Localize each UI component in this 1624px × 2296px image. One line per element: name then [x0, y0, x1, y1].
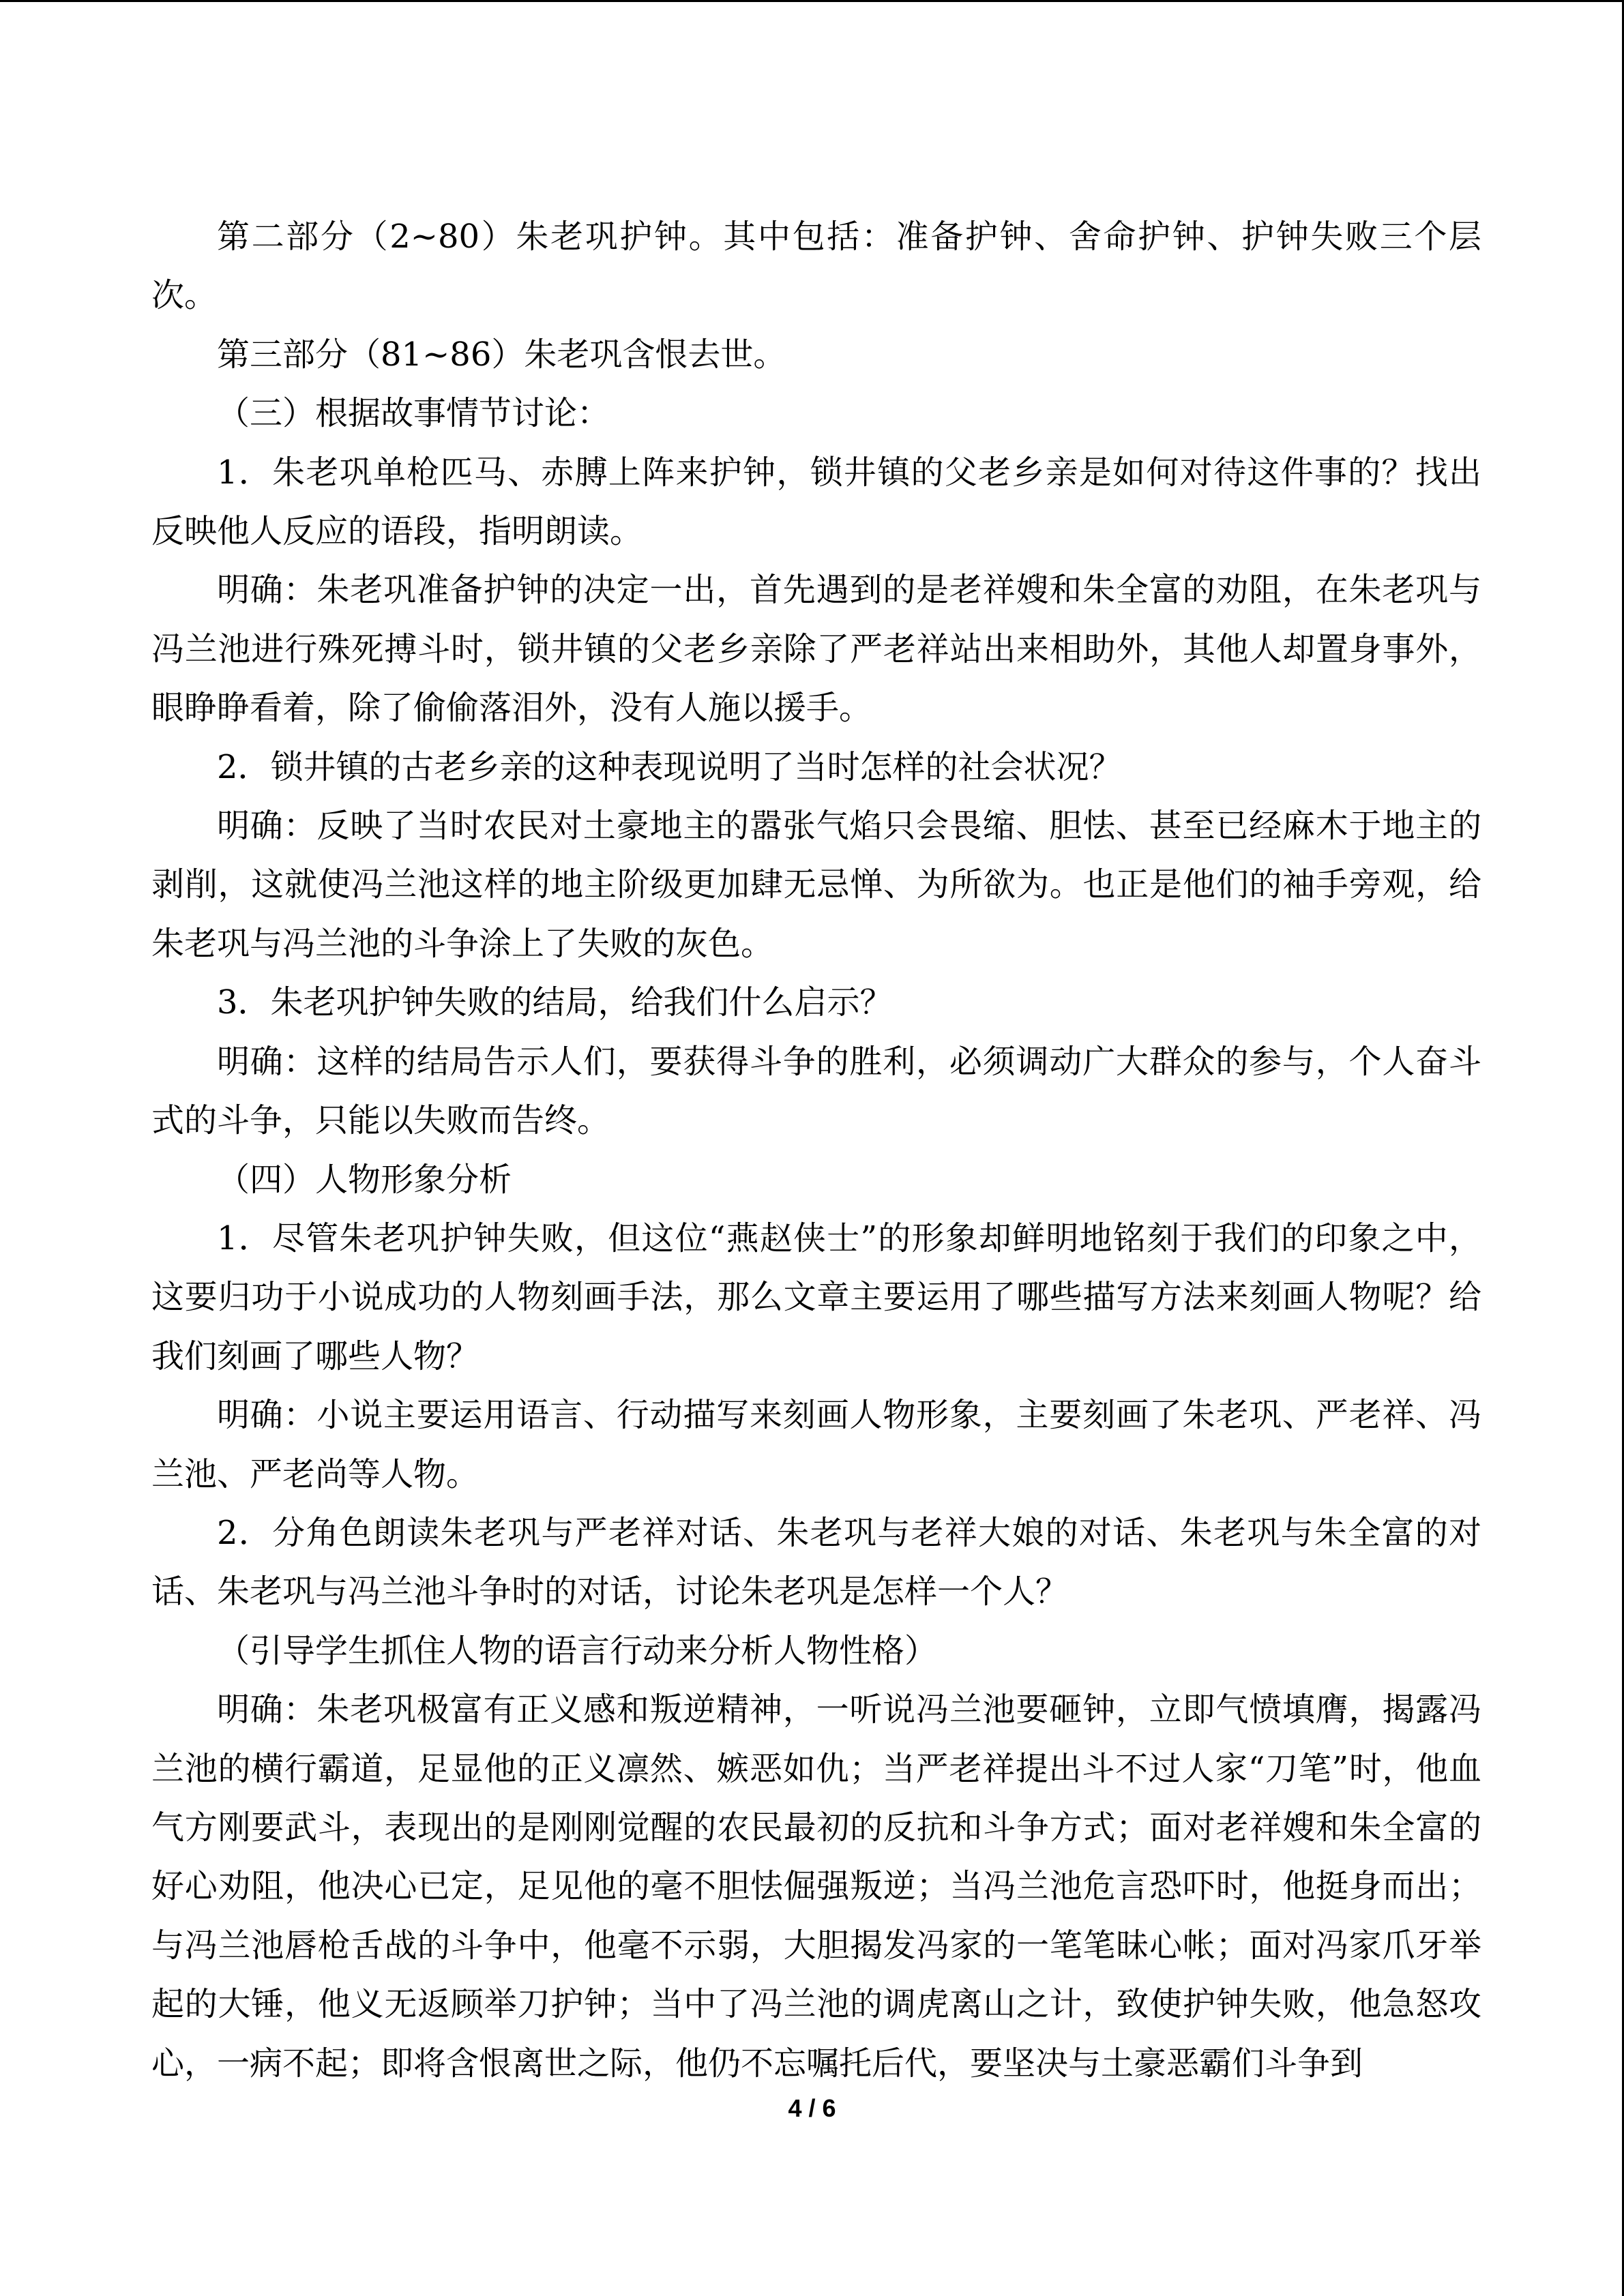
character-question-1: 1．尽管朱老巩护钟失败，但这位“燕赵侠士”的形象却鲜明地铭刻于我们的印象之中，这要归功于小说成功的人物刻画手法，那么文章主要运用了哪些描写方法来刻画人物呢？给我们刻画了哪些人物？ [151, 1219, 1481, 1375]
guidance-note: （引导学生抓住人物的语言行动来分析人物性格） [217, 1631, 938, 1670]
answer-3: 明确：这样的结局告示人们，要获得斗争的胜利，必须调动广大群众的参与，个人奋斗式的斗争，只能以失败而告终。 [151, 1042, 1481, 1140]
character-answer-2: 明确：朱老巩极富有正义感和叛逆精神，一听说冯兰池要砸钟，立即气愤填膺，揭露冯兰池的横行霸道，足显他的正义凛然、嫉恶如仇；当严老祥提出斗不过人家“刀笔”时，他血气方刚要武斗，表现出的是刚刚觉醒的农民最初的反抗和斗争方式；面对老祥嫂和朱全富的好心劝阻，他决心已定，足见他的毫不胆怯倔强叛逆；当冯兰池危言恐吓时，他挺身而出；与冯兰池唇枪舌战的斗争中，他毫不示弱，大胆揭发冯家的一笔笔昧心帐；面对冯家爪牙举起的大锤，他义无返顾举刀护钟；当中了冯兰池的调虎离山之计，致使护钟失败，他急怒攻心，一病不起；即将含恨离世之际，他仍不忘嘱托后代，要坚决与土豪恶霸们斗争到 [151, 1690, 1481, 2083]
page-border-top [0, 0, 1624, 2]
paragraph-part-two: 第二部分（2~80）朱老巩护钟。其中包括：准备护钟、舍命护钟、护钟失败三个层次。 [151, 218, 1481, 315]
question-2: 2．锁井镇的古老乡亲的这种表现说明了当时怎样的社会状况？ [217, 747, 1122, 786]
section-heading-character-analysis: （四）人物形象分析 [217, 1160, 512, 1199]
document-body [151, 207, 1481, 2093]
question-1: 1．朱老巩单枪匹马、赤膊上阵来护钟，锁井镇的父老乡亲是如何对待这件事的？找出反映他人反应的语段，指明朗读。 [151, 453, 1481, 551]
paragraph-part-three: 第三部分（81~86）朱老巩含恨去世。 [217, 335, 786, 374]
section-heading-discussion: （三）根据故事情节讨论： [217, 394, 610, 433]
character-question-2: 2．分角色朗读朱老巩与严老祥对话、朱老巩与老祥大娘的对话、朱老巩与朱全富的对话、朱老巩与冯兰池斗争时的对话，讨论朱老巩是怎样一个人？ [151, 1513, 1481, 1611]
answer-1: 明确：朱老巩准备护钟的决定一出，首先遇到的是老祥嫂和朱全富的劝阻，在朱老巩与冯兰池进行殊死搏斗时，锁井镇的父老乡亲除了严老祥站出来相助外，其他人却置身事外，眼睁睁看着，除了偷偷落泪外，没有人施以援手。 [151, 571, 1481, 728]
page-number: 4 / 6 [788, 2094, 836, 2122]
answer-2: 明确：反映了当时农民对土豪地主的嚣张气焰只会畏缩、胆怯、甚至已经麻木于地主的剥削，这就使冯兰池这样的地主阶级更加肆无忌惮、为所欲为。也正是他们的袖手旁观，给朱老巩与冯兰池的斗争涂上了失败的灰色。 [151, 807, 1481, 963]
question-3: 3．朱老巩护钟失败的结局，给我们什么启示？ [217, 983, 893, 1022]
character-answer-1: 明确：小说主要运用语言、行动描写来刻画人物形象，主要刻画了朱老巩、严老祥、冯兰池、严老尚等人物。 [151, 1396, 1481, 1493]
